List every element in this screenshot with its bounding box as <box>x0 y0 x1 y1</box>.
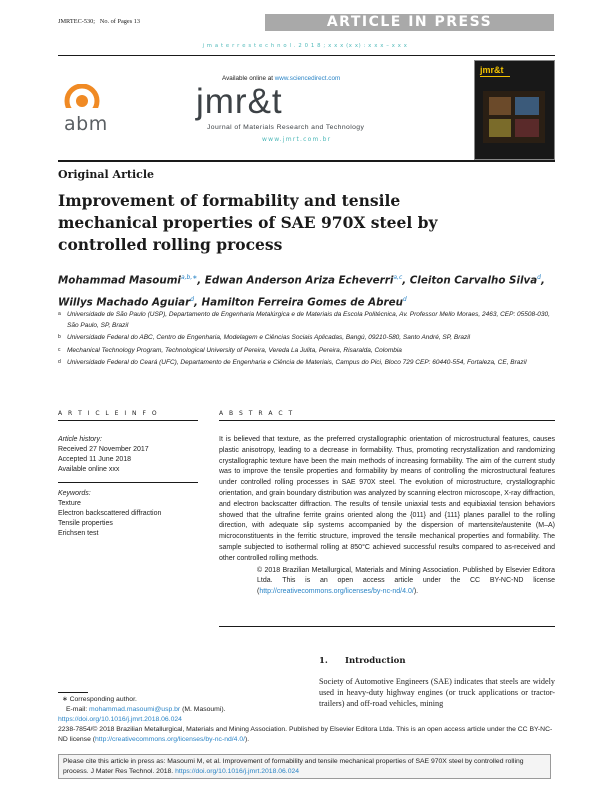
author-affiliation-mark[interactable]: a,c <box>393 274 403 281</box>
affiliation-label: b <box>58 334 61 341</box>
header-rule <box>58 55 555 56</box>
citation-text: Please cite this article in press as: Masoumi M, et al. Improvement of formability and tensile mechanical properties of SAE 970X steel by controlled rolling process. J Mater Res Technol. 2018. <box>63 758 524 775</box>
author-affiliation-mark[interactable]: a,b,∗ <box>180 274 198 281</box>
history-label: Article history: <box>58 436 102 443</box>
author-affiliation-mark[interactable]: d <box>402 296 407 304</box>
accepted-date: Accepted 11 June 2018 <box>58 456 132 463</box>
email-line: E-mail: mohammad.masoumi@usp.br (M. Masoumi). <box>66 706 226 713</box>
affiliation-label: c <box>58 346 61 353</box>
affiliation-label: a <box>58 311 61 317</box>
section-title: Introduction <box>345 656 406 666</box>
keyword: Electron backscattered diffraction <box>58 510 162 517</box>
article-type: Original Article <box>58 168 155 181</box>
article-title: Improvement of formability and tensile mechanical properties of SAE 970X steel by controlled rolling process <box>58 191 438 254</box>
authors-line-1: Mohammad Masoumi$^{a,b,∗}$, Edwan Anderson Ariza Echeverri$^{a,c}$, Cleiton Carvalho Silva$^d$, <box>58 274 545 287</box>
issn-note: 2238-7854/© 2018 Brazilian Metallurgical, Materials and Mining Association. Published by Elsevier Editora Ltda. This is an open access article under the CC BY-NC-ND license (http://creativecommons.org/licenses/by-nc-nd/4.0/). <box>58 726 553 743</box>
journal-logo: jmr&t <box>196 82 283 121</box>
citation-box <box>58 754 551 779</box>
available-online: Available online at www.sciencedirect.com <box>222 75 341 82</box>
author-affiliation-mark[interactable]: d <box>190 296 195 304</box>
author-name: Edwan Anderson Ariza Echeverri <box>204 274 394 287</box>
email-link[interactable]: mohammad.masoumi@usp.br <box>89 706 181 713</box>
sciencedirect-link[interactable]: www.sciencedirect.com <box>274 75 341 82</box>
doi-link[interactable]: https://doi.org/10.1016/j.jmrt.2018.06.024 <box>58 716 182 723</box>
manuscript-info <box>58 18 140 25</box>
keyword: Texture <box>58 500 81 507</box>
license-link[interactable]: http://creativecommons.org/licenses/by-nc-nd/4.0/ <box>259 588 414 596</box>
author-name: Willys Machado Aguiar <box>58 296 191 309</box>
affiliation-text: Mechanical Technology Program, Technological University of Pereira, Vereda La Julita, Pereira, Risaralda, Colombia <box>67 346 402 354</box>
publisher-logo-text: abm <box>64 113 108 135</box>
abstract-text: It is believed that texture, as the preferred crystallographic orientation of microstructural features, causes plastic anisotropy, leading to a decrease in formability. Thus, promoting recrystallization and randomizing crystallographic texture have been the main methods of increasing formability. The aim of the current study was to improve the tensile properties and formability by means of controlling the microstructural features under controlled rolling processes in SAE 970X steel. The evolution of microstructure, crystallographic orientation, and grain boundary distribution was analyzed by scanning electron microscope, X-ray diffraction, and electron backscatter diffraction. The results of tensile uniaxial tests and equibiaxial tension behaviors showed that the ultrafine ferrite grains oriented along the {011} and {111} planes parallel to the rolling direction, with adequate slip systems accompanied by the dispersion of martensite/austenite (M–A) microconstituents in the ferritic structure, improved the tensile mechanical properties and formability. The sample subjected to isothermal rolling at 850°C achieved successful results compared to as-received and other controlled rolling methods. <box>219 436 555 562</box>
received-date: Received 27 November 2017 <box>58 446 149 453</box>
affiliation-item <box>58 310 558 331</box>
affiliation-item <box>58 333 558 344</box>
keyword: Erichsen test <box>58 530 99 537</box>
author-list <box>58 268 558 313</box>
affiliation-label: d <box>58 359 61 366</box>
author-affiliation-mark[interactable]: d <box>537 274 541 281</box>
author-name: Mohammad Masoumi <box>58 274 181 287</box>
cover-title: jmr&t <box>480 65 504 75</box>
introduction-heading <box>319 656 406 666</box>
journal-reference: j m a t e r r e s t e c h n o l . 2 0 1 8 ; x x x (x x) : x x x – x x x <box>202 43 408 49</box>
affiliation-text: Universidade Federal do Ceará (UFC), Departamento de Engenharia e Ciência de Materiais, Campus do Pici, Bloco 729 CEP: 60440-554, Fortaleza, CE, Brazil <box>67 359 527 367</box>
keywords-label: Keywords: <box>58 490 91 497</box>
affiliation-item <box>58 346 558 357</box>
article-in-press-banner: ARTICLE IN PRESS <box>265 14 554 31</box>
section-number: 1. <box>319 656 328 666</box>
article-info <box>58 435 198 539</box>
affiliation-text: Universidade de São Paulo (USP), Departamento de Engenharia Metalúrgica e de Materiais da Escola Politécnica, Av. Professor Mello Moraes, 2463, CEP: 05508-030, São Paulo, SP, Brazil <box>67 311 550 329</box>
author-name: Hamilton Ferreira Gomes de Abreu <box>201 296 403 309</box>
journal-cover <box>474 60 555 160</box>
top-bar <box>58 14 554 32</box>
article-info-heading: A R T I C L E I N F O <box>58 410 159 417</box>
masthead-rule <box>58 160 555 162</box>
journal-url[interactable]: www.jmrt.com.br <box>262 136 332 143</box>
manuscript-id: JMRTEC-530; <box>58 18 96 25</box>
citation-doi-link[interactable]: https://doi.org/10.1016/j.jmrt.2018.06.024 <box>175 768 300 775</box>
abstract <box>219 435 555 598</box>
page-count: No. of Pages 13 <box>99 18 141 25</box>
abstract-copyright: © 2018 Brazilian Metallurgical, Materials and Mining Association. Published by Elsevier Editora Ltda. This is an open access article under the CC BY-NC-ND license (http://creativecommons.org/licenses/by-nc-nd/4.0/). <box>257 566 555 596</box>
introduction-text: Society of Automotive Engineers (SAE) indicates that steels are widely used in heavy-duty highway engines (or truck applications or tractor-trailers) and off-road vehicles, mining <box>319 677 555 709</box>
keyword: Tensile properties <box>58 520 113 527</box>
affiliation-item <box>58 358 558 369</box>
journal-name: Journal of Materials Research and Technology <box>207 124 365 131</box>
issn-license-link[interactable]: http://creativecommons.org/licenses/by-nc-nd/4.0/ <box>95 736 245 743</box>
affiliations <box>58 310 558 371</box>
corresponding-note: ∗ Corresponding author. <box>62 696 137 703</box>
authors-line-2: Willys Machado Aguiar$^d$, Hamilton Ferreira Gomes de Abreu$^d$ <box>58 296 407 309</box>
cover-image-icon <box>483 91 545 143</box>
affiliation-text: Universidade Federal do ABC, Centro de Engenharia, Modelagem e Ciências Sociais Aplicadas, Bangú, 09210-580, Santo André, SP, Brazil <box>67 334 471 342</box>
abstract-heading: A B S T R A C T <box>219 410 295 417</box>
footnotes <box>58 695 308 725</box>
online-date: Available online xxx <box>58 466 120 473</box>
author-name: Cleiton Carvalho Silva <box>409 274 538 287</box>
